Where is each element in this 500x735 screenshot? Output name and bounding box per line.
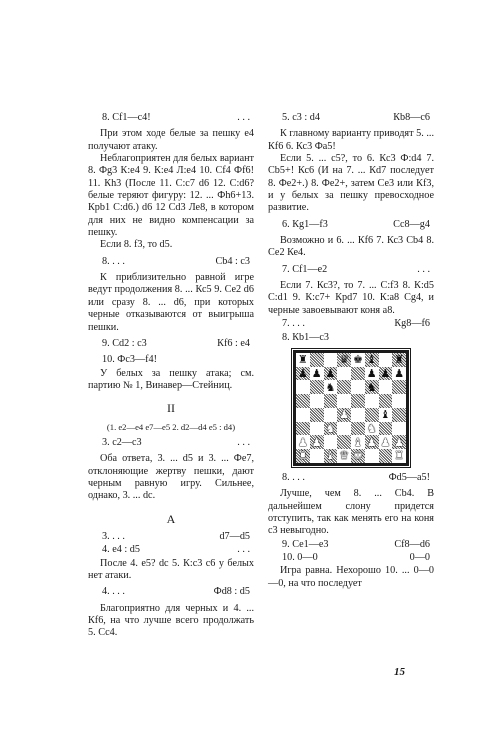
move-black: . . .: [237, 436, 250, 448]
white-pawn-icon: ♟: [311, 435, 322, 449]
black-bishop-icon: ♝: [366, 353, 377, 367]
move-line: [268, 318, 434, 330]
black-queen-icon: ♛: [339, 353, 350, 367]
commentary-paragraph: Если 5. ... с5?, то 6. Кс3 Ф:d4 7. Сb5+! Кс6 (И на 7. ... Кd7 последует 8. Фе2+.) 8. Фе2+, затем Се3 или Кf3, и у белых за пешку превосходное развитие.: [268, 153, 434, 214]
board-square: [351, 394, 365, 408]
move-line: [88, 112, 254, 124]
board-square: [324, 353, 338, 367]
move-black: Сb4 : с3: [215, 255, 250, 267]
board-square: [310, 380, 324, 394]
move-line: [88, 338, 254, 350]
board-square: [310, 435, 324, 449]
white-king-icon: ♚: [352, 449, 363, 463]
black-knight-icon: ♞: [325, 380, 336, 394]
board-square: [310, 353, 324, 367]
move-white: 10. 0—0: [282, 551, 318, 563]
move-line: [88, 531, 254, 543]
move-white: 7. . . .: [282, 318, 305, 330]
board-square: [392, 380, 406, 394]
move-white: 8. Cf1—c4!: [102, 112, 151, 123]
right-column: [268, 108, 434, 590]
white-queen-icon: ♛: [339, 449, 350, 463]
left-column: [88, 108, 254, 640]
commentary-paragraph: К главному варианту приводят 5. ... Кf6 6. Кс3 Фа5!: [268, 128, 434, 152]
commentary-paragraph: Лучше, чем 8. ... Сb4. В дальнейшем слону придется отступить, так как менять его на коня с3 невыгодно.: [268, 488, 434, 537]
subsection-heading: А: [166, 511, 176, 526]
board-square: [392, 408, 406, 422]
board-square: [365, 353, 379, 367]
black-rook-icon: ♜: [297, 353, 308, 367]
white-pawn-icon: ♟: [339, 408, 350, 422]
board-square: [337, 408, 351, 422]
board-square: [365, 449, 379, 463]
move-black: Фd5—а5!: [388, 471, 430, 483]
board-square: [351, 380, 365, 394]
board-square: [324, 422, 338, 436]
board-square: [324, 408, 338, 422]
board-square: [324, 435, 338, 449]
move-white: 8. Кb1—с3: [282, 331, 329, 343]
board-square: [296, 394, 310, 408]
black-pawn-icon: ♟: [394, 366, 405, 380]
board-square: [351, 435, 365, 449]
board-square: [296, 449, 310, 463]
move-white: 9. Cd2 : с3: [102, 337, 147, 349]
commentary-paragraph: Благоприятно для черных и 4. ... Кf6, на что лучше всего продолжать 5. Сс4.: [88, 602, 254, 639]
board-square: [337, 367, 351, 381]
move-white: 8. . . .: [102, 255, 125, 267]
board-square: [296, 435, 310, 449]
board-square: [337, 380, 351, 394]
board-square: [365, 435, 379, 449]
move-line: [268, 112, 434, 124]
board-square: [379, 422, 393, 436]
board-square: [365, 380, 379, 394]
board-square: [337, 353, 351, 367]
move-black: Сс8—g4: [393, 218, 430, 230]
board-square: [392, 367, 406, 381]
black-pawn-icon: ♟: [366, 366, 377, 380]
move-black: . . .: [237, 544, 250, 556]
move-line: [268, 219, 434, 231]
board-square: [351, 367, 365, 381]
board-square: [296, 353, 310, 367]
board-square: [365, 367, 379, 381]
board-square: [379, 367, 393, 381]
white-rook-icon: ♜: [297, 449, 308, 463]
board-square: [351, 408, 365, 422]
move-line: [88, 256, 254, 268]
black-bishop-icon: ♝: [380, 408, 391, 422]
move-line: [88, 437, 254, 449]
board-square: [310, 422, 324, 436]
white-pawn-icon: ♟: [366, 435, 377, 449]
white-pawn-icon: ♟: [380, 435, 391, 449]
move-line: [268, 264, 434, 276]
board-square: [296, 367, 310, 381]
board-square: [337, 422, 351, 436]
black-king-icon: ♚: [352, 353, 363, 367]
black-pawn-icon: ♟: [325, 366, 336, 380]
move-black: Кf6 : е4: [217, 337, 250, 349]
chess-diagram: [268, 350, 434, 466]
commentary-paragraph: После 4. е5? dc 5. К:с3 с6 у белых нет атаки.: [88, 557, 254, 581]
move-black: Фd8 : d5: [213, 586, 250, 598]
opening-line: (1. е2—е4 е7—е5 2. d2—d4 е5 : d4): [106, 421, 236, 432]
board-square: [324, 380, 338, 394]
board-square: [296, 422, 310, 436]
board-square: [351, 422, 365, 436]
board-square: [324, 394, 338, 408]
move-line: [88, 354, 254, 366]
move-black: Кg8—f6: [394, 318, 430, 330]
move-white: 6. Кg1—f3: [282, 218, 328, 230]
chess-board: [293, 350, 409, 466]
board-square: [310, 408, 324, 422]
move-white: 9. Се1—е3: [282, 538, 329, 550]
move-white: 10. Фс3—f4!: [102, 354, 158, 366]
black-pawn-icon: ♟: [297, 366, 308, 380]
black-rook-icon: ♜: [394, 353, 405, 367]
commentary-paragraph: Игра равна. Нехорошо 10. ... 0—0—0, на что последует: [268, 565, 434, 589]
page-number: 15: [394, 666, 405, 678]
move-white: 7. Cf1—e2: [282, 263, 328, 275]
move-black: Сf8—d6: [394, 538, 430, 550]
black-pawn-icon: ♟: [311, 366, 322, 380]
move-white: 4. . . .: [102, 586, 125, 598]
commentary-paragraph: Оба ответа, 3. ... d5 и 3. ... Фе7, отклоняющие жертву пешки, дают черным равную игру. Сильнее, однако, 3. ... dc.: [88, 453, 254, 502]
move-black: . . .: [237, 112, 250, 123]
commentary-paragraph: Если 7. Кс3?, то 7. ... С:f3 8. К:d5 С:d1 9. К:с7+ Крd7 10. К:а8 Сg4, и черные завоевывают коня а8.: [268, 280, 434, 316]
white-bishop-icon: ♝: [352, 435, 363, 449]
board-square: [296, 408, 310, 422]
move-black: 0—0: [409, 551, 430, 563]
board-square: [379, 449, 393, 463]
board-square: [379, 394, 393, 408]
board-square: [351, 353, 365, 367]
white-pawn-icon: ♟: [394, 435, 405, 449]
board-square: [324, 449, 338, 463]
move-line: [88, 586, 254, 598]
move-line: [268, 552, 434, 564]
black-pawn-icon: ♟: [380, 366, 391, 380]
move-white: 3. с2—с3: [102, 436, 142, 448]
board-square: [379, 408, 393, 422]
board-square: [337, 394, 351, 408]
move-black: Кb8—с6: [393, 112, 430, 123]
move-white: 3. . . .: [102, 530, 125, 542]
board-square: [379, 380, 393, 394]
board-square: [365, 408, 379, 422]
board-square: [365, 422, 379, 436]
commentary-paragraph: Возможно и 6. ... Кf6 7. Кс3 Сb4 8. Се2 Ке4.: [268, 235, 434, 259]
commentary-paragraph: У белых за пешку атака; см. партию № 1, Винавер—Стейниц.: [88, 367, 254, 391]
commentary-paragraph: Если 8. f3, то d5.: [100, 239, 173, 251]
board-square: [392, 394, 406, 408]
section-heading: II: [167, 401, 175, 416]
board-square: [379, 353, 393, 367]
white-pawn-icon: ♟: [297, 435, 308, 449]
move-white: 4. е4 : d5: [102, 544, 140, 556]
move-line: [268, 539, 434, 551]
move-black: d7—d5: [219, 530, 250, 542]
board-square: [337, 435, 351, 449]
move-white: 5. с3 : d4: [282, 112, 320, 123]
board-square: [324, 367, 338, 381]
move-white: 8. . . .: [282, 471, 305, 483]
board-square: [392, 435, 406, 449]
board-square: [310, 367, 324, 381]
move-line: [268, 332, 434, 344]
board-square: [351, 449, 365, 463]
white-knight-icon: ♞: [325, 421, 336, 435]
board-square: [365, 394, 379, 408]
commentary-paragraph: Неблагоприятен для белых вариант 8. Фg3 К:е4 9. К:е4 Л:е4 10. Сf4 Фf6! 11. Кh3 (После 11. С:с7 d6 12. С:d6? белые теряют фигуру: 12. ... Фh6+13. Крb1 С:d6.) d6 12 Cd3 Ле8, в котором для них не видно компенсации за пешку.: [88, 153, 254, 239]
board-square: [379, 435, 393, 449]
move-line: [88, 544, 254, 556]
board-square: [337, 449, 351, 463]
white-knight-icon: ♞: [366, 421, 377, 435]
move-line: [268, 472, 434, 484]
white-bishop-icon: ♝: [325, 449, 336, 463]
commentary-paragraph: При этом ходе белые за пешку е4 получают атаку.: [88, 128, 254, 152]
move-black: . . .: [417, 263, 430, 275]
white-rook-icon: ♜: [394, 449, 405, 463]
board-square: [392, 353, 406, 367]
board-square: [310, 394, 324, 408]
board-square: [392, 422, 406, 436]
board-square: [310, 449, 324, 463]
commentary-paragraph: К приблизительно равной игре ведут продолжения 8. ... Кс5 9. Се2 d6 или сразу 8. ... d6, при которых черные отказываются от выигрыша пешки.: [88, 272, 254, 333]
board-square: [296, 380, 310, 394]
board-square: [392, 449, 406, 463]
black-knight-icon: ♞: [366, 380, 377, 394]
